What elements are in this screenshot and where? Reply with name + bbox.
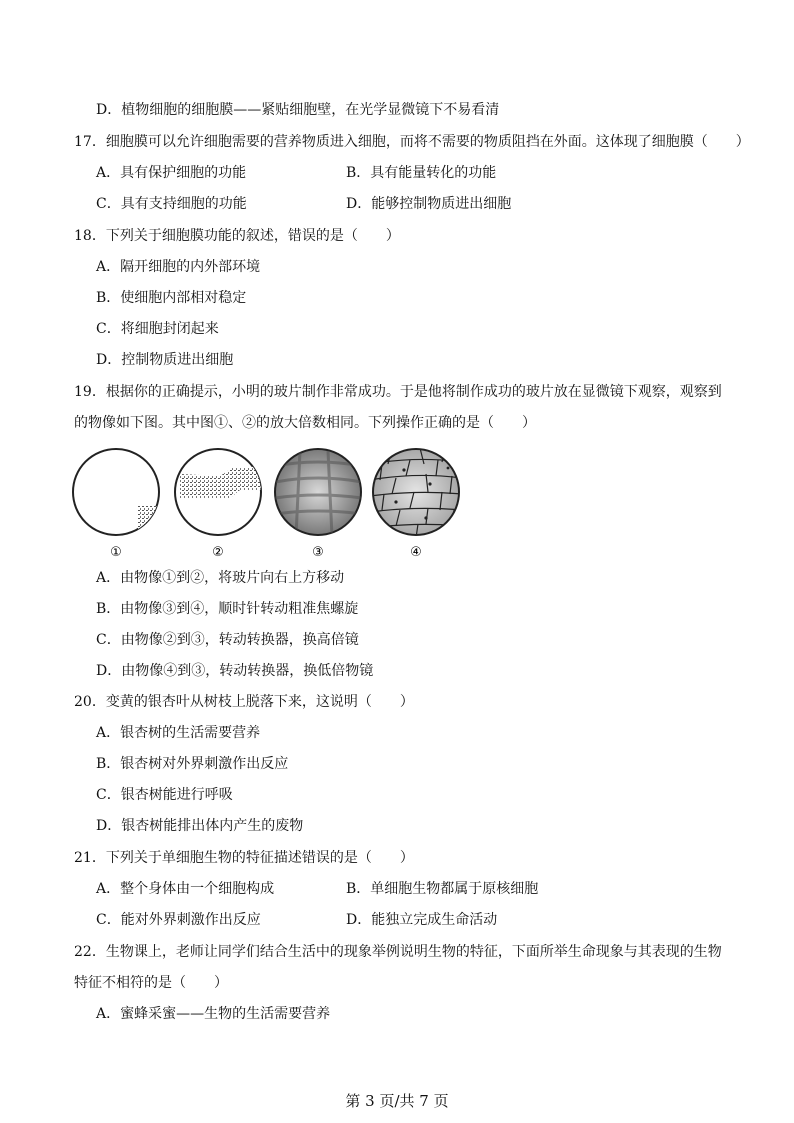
q17-option-c: C．具有支持细胞的功能 bbox=[96, 196, 247, 212]
q19-option-c: C．由物像②到③，转动转换器，换高倍镜 bbox=[96, 632, 359, 648]
q18-option-d: D．控制物质进出细胞 bbox=[96, 352, 234, 368]
q17-option-d: D．能够控制物质进出细胞 bbox=[346, 196, 512, 212]
q22-stem-line1: 22．生物课上，老师让同学们结合生活中的现象举例说明生物的特征，下面所举生命现象与其表现的生物 bbox=[74, 944, 722, 960]
q21-option-d: D．能独立完成生命活动 bbox=[346, 912, 498, 928]
view-3-circle bbox=[275, 449, 362, 536]
q19-option-a: A．由物像①到②，将玻片向右上方移动 bbox=[96, 570, 345, 586]
q22-option-a: A．蜜蜂采蜜——生物的生活需要营养 bbox=[96, 1006, 331, 1022]
view-1-circle bbox=[73, 449, 168, 536]
q19-option-d: D．由物像④到③，转动转换器，换低倍物镜 bbox=[96, 663, 374, 679]
view-4-circle bbox=[370, 448, 462, 538]
q20-option-b: B．银杏树对外界刺激作出反应 bbox=[96, 756, 289, 772]
q20-stem: 20．变黄的银杏叶从树枝上脱落下来，这说明（ ） bbox=[74, 694, 414, 710]
q20-option-a: A．银杏树的生活需要营养 bbox=[96, 725, 261, 741]
q16-option-d: D．植物细胞的细胞膜——紧贴细胞壁，在光学显微镜下不易看清 bbox=[96, 102, 500, 118]
figure-label-1: ① bbox=[110, 545, 122, 560]
view-2-circle bbox=[175, 449, 270, 535]
q19-stem-line1: 19．根据你的正确提示，小明的玻片制作非常成功。于是他将制作成功的玻片放在显微镜下观察，观察到 bbox=[74, 384, 722, 400]
q22-stem-line2: 特征不相符的是（ ） bbox=[74, 975, 228, 991]
q17-option-a: A．具有保护细胞的功能 bbox=[96, 165, 247, 181]
q21-option-c: C．能对外界刺激作出反应 bbox=[96, 912, 261, 928]
q21-option-a: A．整个身体由一个细胞构成 bbox=[96, 881, 275, 897]
q20-option-d: D．银杏树能排出体内产生的废物 bbox=[96, 818, 304, 834]
q19-stem-line2: 的物像如下图。其中图①、②的放大倍数相同。下列操作正确的是（ ） bbox=[74, 415, 536, 431]
figure-label-4: ④ bbox=[410, 545, 422, 560]
q17-option-b: B．具有能量转化的功能 bbox=[346, 165, 497, 181]
q20-option-c: C．银杏树能进行呼吸 bbox=[96, 787, 233, 803]
figure-label-2: ② bbox=[212, 545, 224, 560]
q21-stem: 21．下列关于单细胞生物的特征描述错误的是（ ） bbox=[74, 850, 414, 866]
q18-option-c: C．将细胞封闭起来 bbox=[96, 321, 219, 337]
q21-option-b: B．单细胞生物都属于原核细胞 bbox=[346, 881, 539, 897]
q17-stem: 17．细胞膜可以允许细胞需要的营养物质进入细胞，而将不需要的物质阻挡在外面。这体现了细胞膜（ ） bbox=[74, 134, 750, 150]
microscope-view-figure bbox=[70, 446, 470, 566]
q18-stem: 18．下列关于细胞膜功能的叙述，错误的是（ ） bbox=[74, 228, 400, 244]
q18-option-b: B．使细胞内部相对稳定 bbox=[96, 290, 247, 306]
q18-option-a: A．隔开细胞的内外部环境 bbox=[96, 259, 261, 275]
q19-option-b: B．由物像③到④，顺时针转动粗准焦螺旋 bbox=[96, 601, 359, 617]
figure-label-3: ③ bbox=[312, 545, 324, 560]
page-footer: 第 3 页/共 7 页 bbox=[345, 1092, 449, 1110]
